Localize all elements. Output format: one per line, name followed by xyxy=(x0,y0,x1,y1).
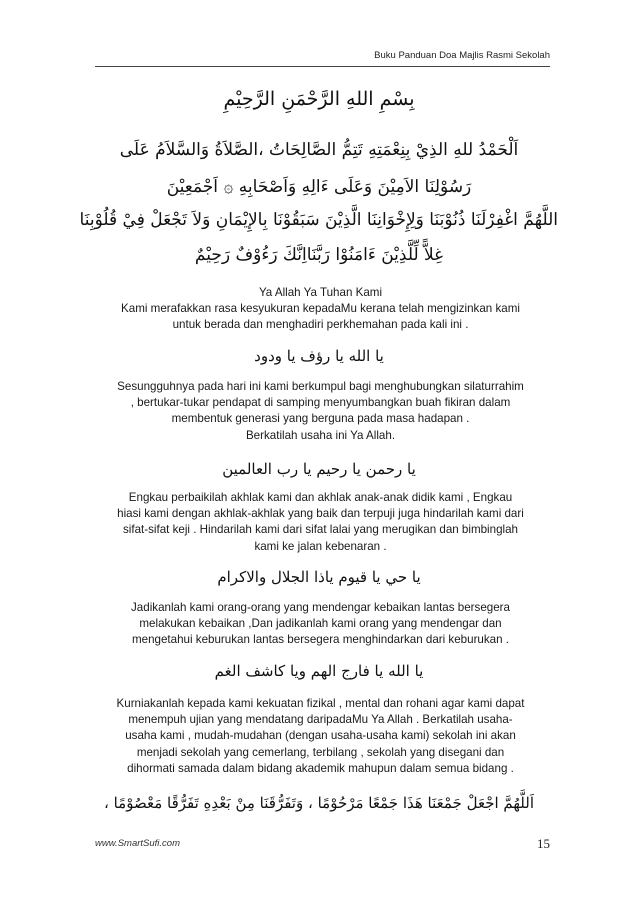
opening-arabic-line: رَسُوْلِنَا الاَمِيْنَ وَعَلَى ءَالِهِ وَاَصْحَابِهِ ۞ اَجْمَعِيْنَ xyxy=(166,177,472,197)
closing-arabic-line: اَللَّهُمَّ اجْعَلْ جَمْعَنَا هَذَا جَمْعًا مَرْحُوْمًا ، وَتَفَرُّقَنَا مِنْ بَعْدِهِ تَفَرُّقًا مَعْصُوْمًا ، xyxy=(103,794,534,812)
prayer-paragraph xyxy=(88,285,553,334)
paragraph-line: kami ke jalan kebenaran . xyxy=(254,539,387,553)
prayer-paragraph xyxy=(88,379,553,444)
paragraph-line: Kami merafakkan rasa kesyukuran kepadaMu kerana telah mengizinkan kami xyxy=(121,302,520,316)
paragraph-line: Berkatilah usaha ini Ya Allah. xyxy=(245,428,396,442)
paragraph-line: Engkau perbaikilah akhlak kami dan akhlak anak-anak didik kami , Engkau xyxy=(128,491,513,504)
arabic-invocation: يا الله يا فارج الهم ويا كاشف الغم xyxy=(214,662,424,680)
paragraph-line: Kurniakanlah kepada kami kekuatan fizikal , mental dan rohani agar kami dapat xyxy=(116,697,525,710)
paragraph-line: usaha kami , mudah-mudahan (dengan usaha-usaha kami) sekolah ini akan xyxy=(125,729,516,743)
header-title: Buku Panduan Doa Majlis Rasmi Sekolah xyxy=(374,50,550,61)
paragraph-line: untuk berada dan menghadiri perkhemahan pada kali ini . xyxy=(172,318,469,332)
arabic-invocation: يا الله يا رؤف يا ودود xyxy=(254,347,384,365)
paragraph-line: Ya Allah Ya Tuhan Kami xyxy=(258,286,383,299)
arabic-invocation: يا رحمن يا رحيم يا رب العالمين xyxy=(222,460,416,478)
basmala: بِسْمِ اللهِ الرَّحْمَنِ الرَّحِيْمِ xyxy=(223,88,415,110)
footer-website: www.SmartSufi.com xyxy=(95,838,180,849)
page-number: 15 xyxy=(537,836,550,851)
prayer-paragraph xyxy=(88,696,553,777)
paragraph-line: sifat-sifat keji . Hindarilah kami dari sifat lalai yang merugikan dan bimbinglah xyxy=(122,523,519,537)
paragraph-line: Sesungguhnya pada hari ini kami berkumpul bagi menghubungkan silaturrahim xyxy=(117,380,524,393)
paragraph-line: melakukan kebaikan ,Dan jadikanlah kami orang yang mendengar dan xyxy=(139,617,502,631)
prayer-paragraph xyxy=(88,600,553,649)
opening-arabic-line: اللَّهُمَّ اغْفِرْلَنَا ذُنُوْبَنَا وَلِإِخْوَانِنَا الَّذِيْنَ سَبَقُوْنَا بِالإِيْمَانِ وَلاَ تَجْعَلْ فِيْ قُلُوْبِنَا xyxy=(79,210,558,230)
page-header xyxy=(95,50,550,67)
paragraph-line: menjadi sekolah yang cemerlang, terbilang , sekolah yang disegani dan xyxy=(136,745,505,759)
opening-arabic-line: غِلاًّ لِّلَّذِيْنَ ءَامَنُوْا رَبَّنَااِنَّكَ رَءُوْفٌ رَحِيْمٌ xyxy=(194,245,444,265)
paragraph-line: hiasi kami dengan akhlak-akhlak yang baik dan terpuji juga hindarilah kami dari xyxy=(117,507,524,521)
page-footer xyxy=(95,838,550,854)
opening-arabic-line: اَلْحَمْدُ للهِ الذِيْ بِنِعْمَتِهِ تَتِمُّ الصَّالِحَاتُ ،الصَّلاَةُ وَالسَّلاَمُ عَلَى xyxy=(119,140,519,160)
paragraph-line: menempuh ujian yang mendatang daripadaMu Ya Allah . Berkatilah usaha- xyxy=(128,713,513,727)
paragraph-line: membentuk generasi yang berguna pada masa hadapan . xyxy=(171,412,470,426)
prayer-paragraph xyxy=(88,490,553,555)
paragraph-line: dihormati samada dalam bidang akademik mahupun dalam semua bidang . xyxy=(127,761,514,775)
paragraph-line: , bertukar-tukar pendapat di samping menyumbangkan buah fikiran dalam xyxy=(130,396,511,410)
arabic-invocation: يا حي يا قيوم ياذا الجلال والاكرام xyxy=(217,568,421,586)
paragraph-line: Jadikanlah kami orang-orang yang mendengar kebaikan lantas bersegera xyxy=(131,601,510,614)
paragraph-line: mengetahui keburukan lantas bersegera menghindarkan dari keburukan . xyxy=(131,633,510,647)
